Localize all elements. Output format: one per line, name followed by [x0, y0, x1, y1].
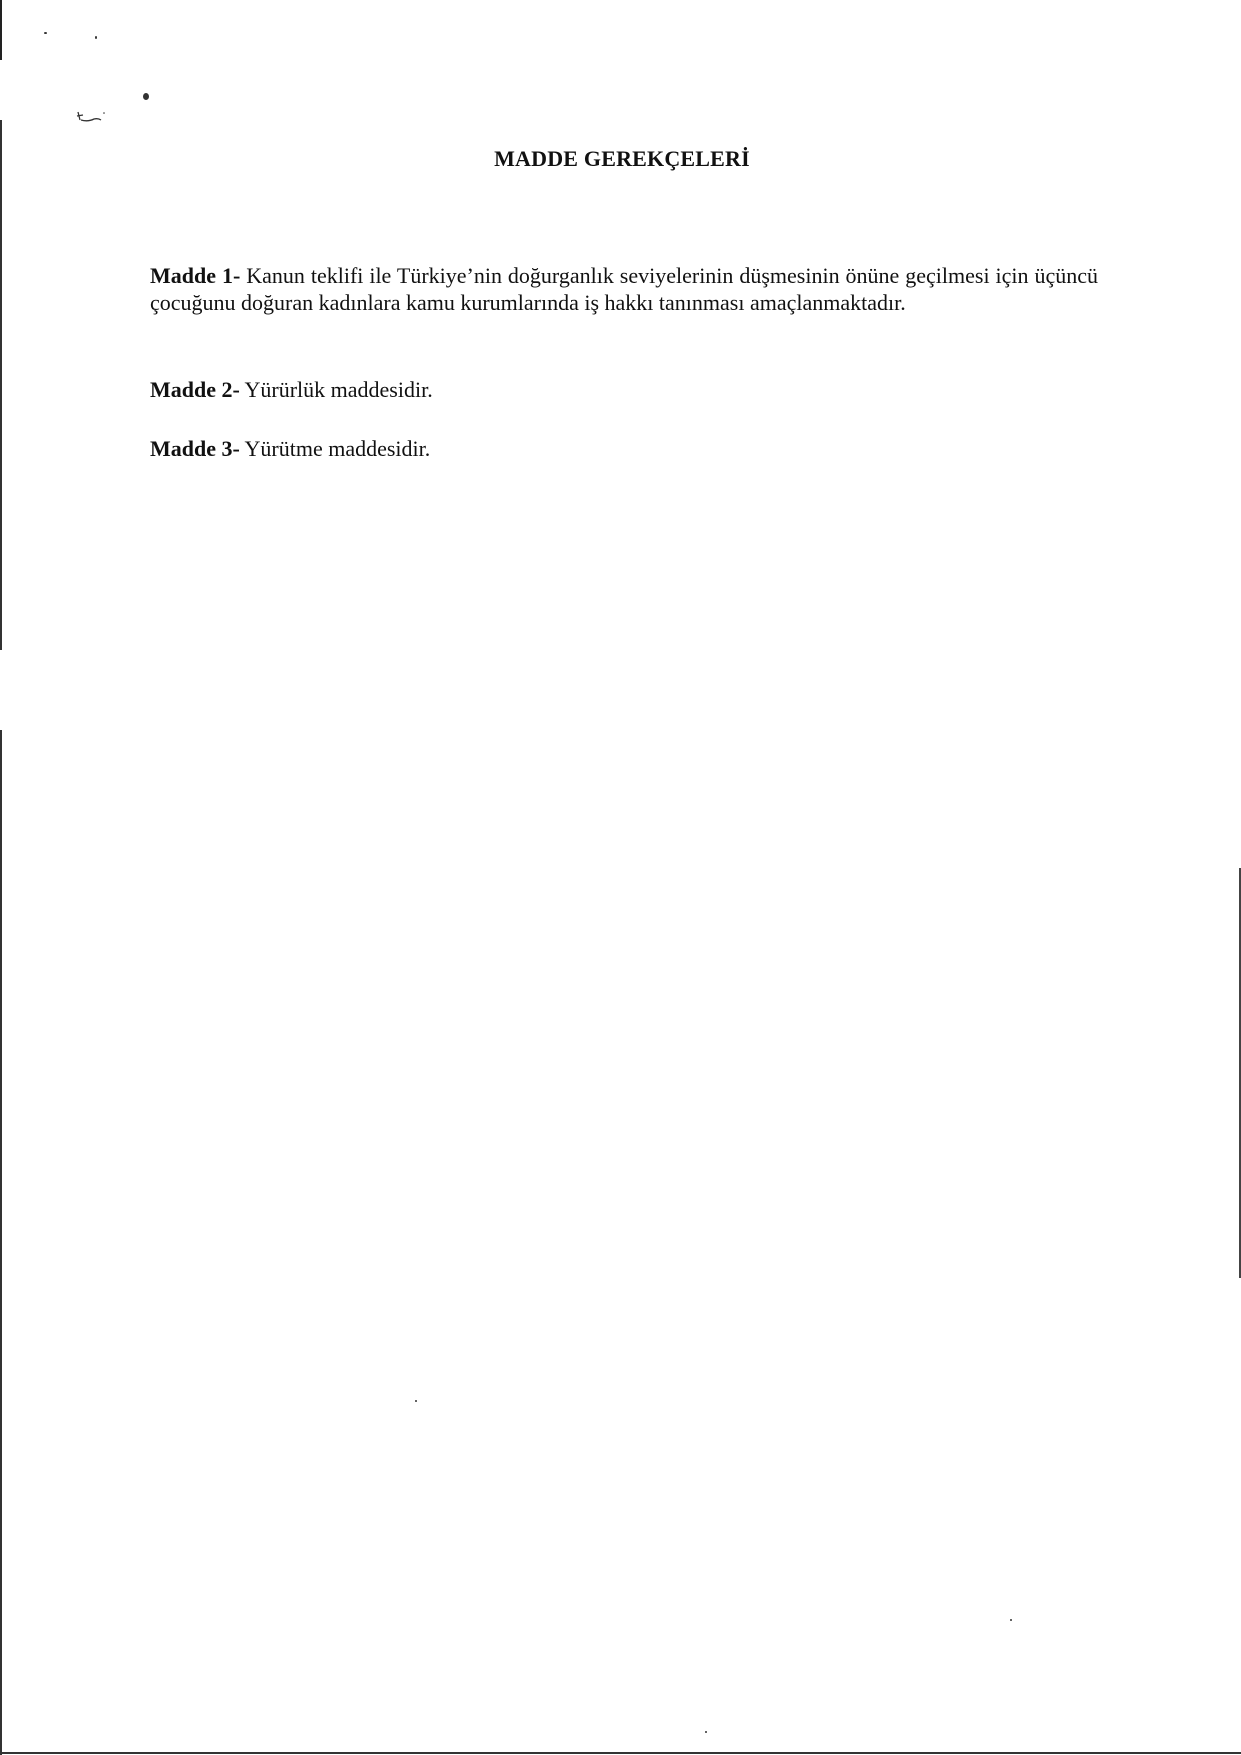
article-3-label: Madde 3-	[150, 436, 240, 461]
article-3-text: Yürütme maddesidir.	[239, 436, 431, 461]
article-1-text: Kanun teklifi ile Türkiye’nin doğurganlık seviyelerinin düşmesinin önüne geçilmesi için üçüncü çocuğunu doğuran kadınlara kamu kurumlarında iş hakkı tanınması amaçlanmaktadır.	[150, 263, 1098, 315]
scan-speck	[44, 32, 47, 34]
scan-speck	[143, 93, 149, 100]
article-2-text: Yürürlük maddesidir.	[239, 377, 433, 402]
scan-speck	[95, 36, 97, 39]
handwritten-mark	[76, 110, 106, 124]
scan-speck	[705, 1731, 707, 1733]
article-2-label: Madde 2-	[150, 377, 240, 402]
article-1	[150, 262, 1098, 316]
article-1-label: Madde 1-	[150, 263, 241, 288]
scan-speck	[415, 1400, 417, 1402]
scan-speck	[1010, 1619, 1012, 1621]
page-title: MADDE GEREKÇELERİ	[494, 146, 750, 171]
article-2	[150, 376, 1098, 403]
scan-edge-left	[0, 0, 2, 1755]
article-3	[150, 435, 1098, 462]
scan-edge-bottom	[0, 1752, 1241, 1754]
